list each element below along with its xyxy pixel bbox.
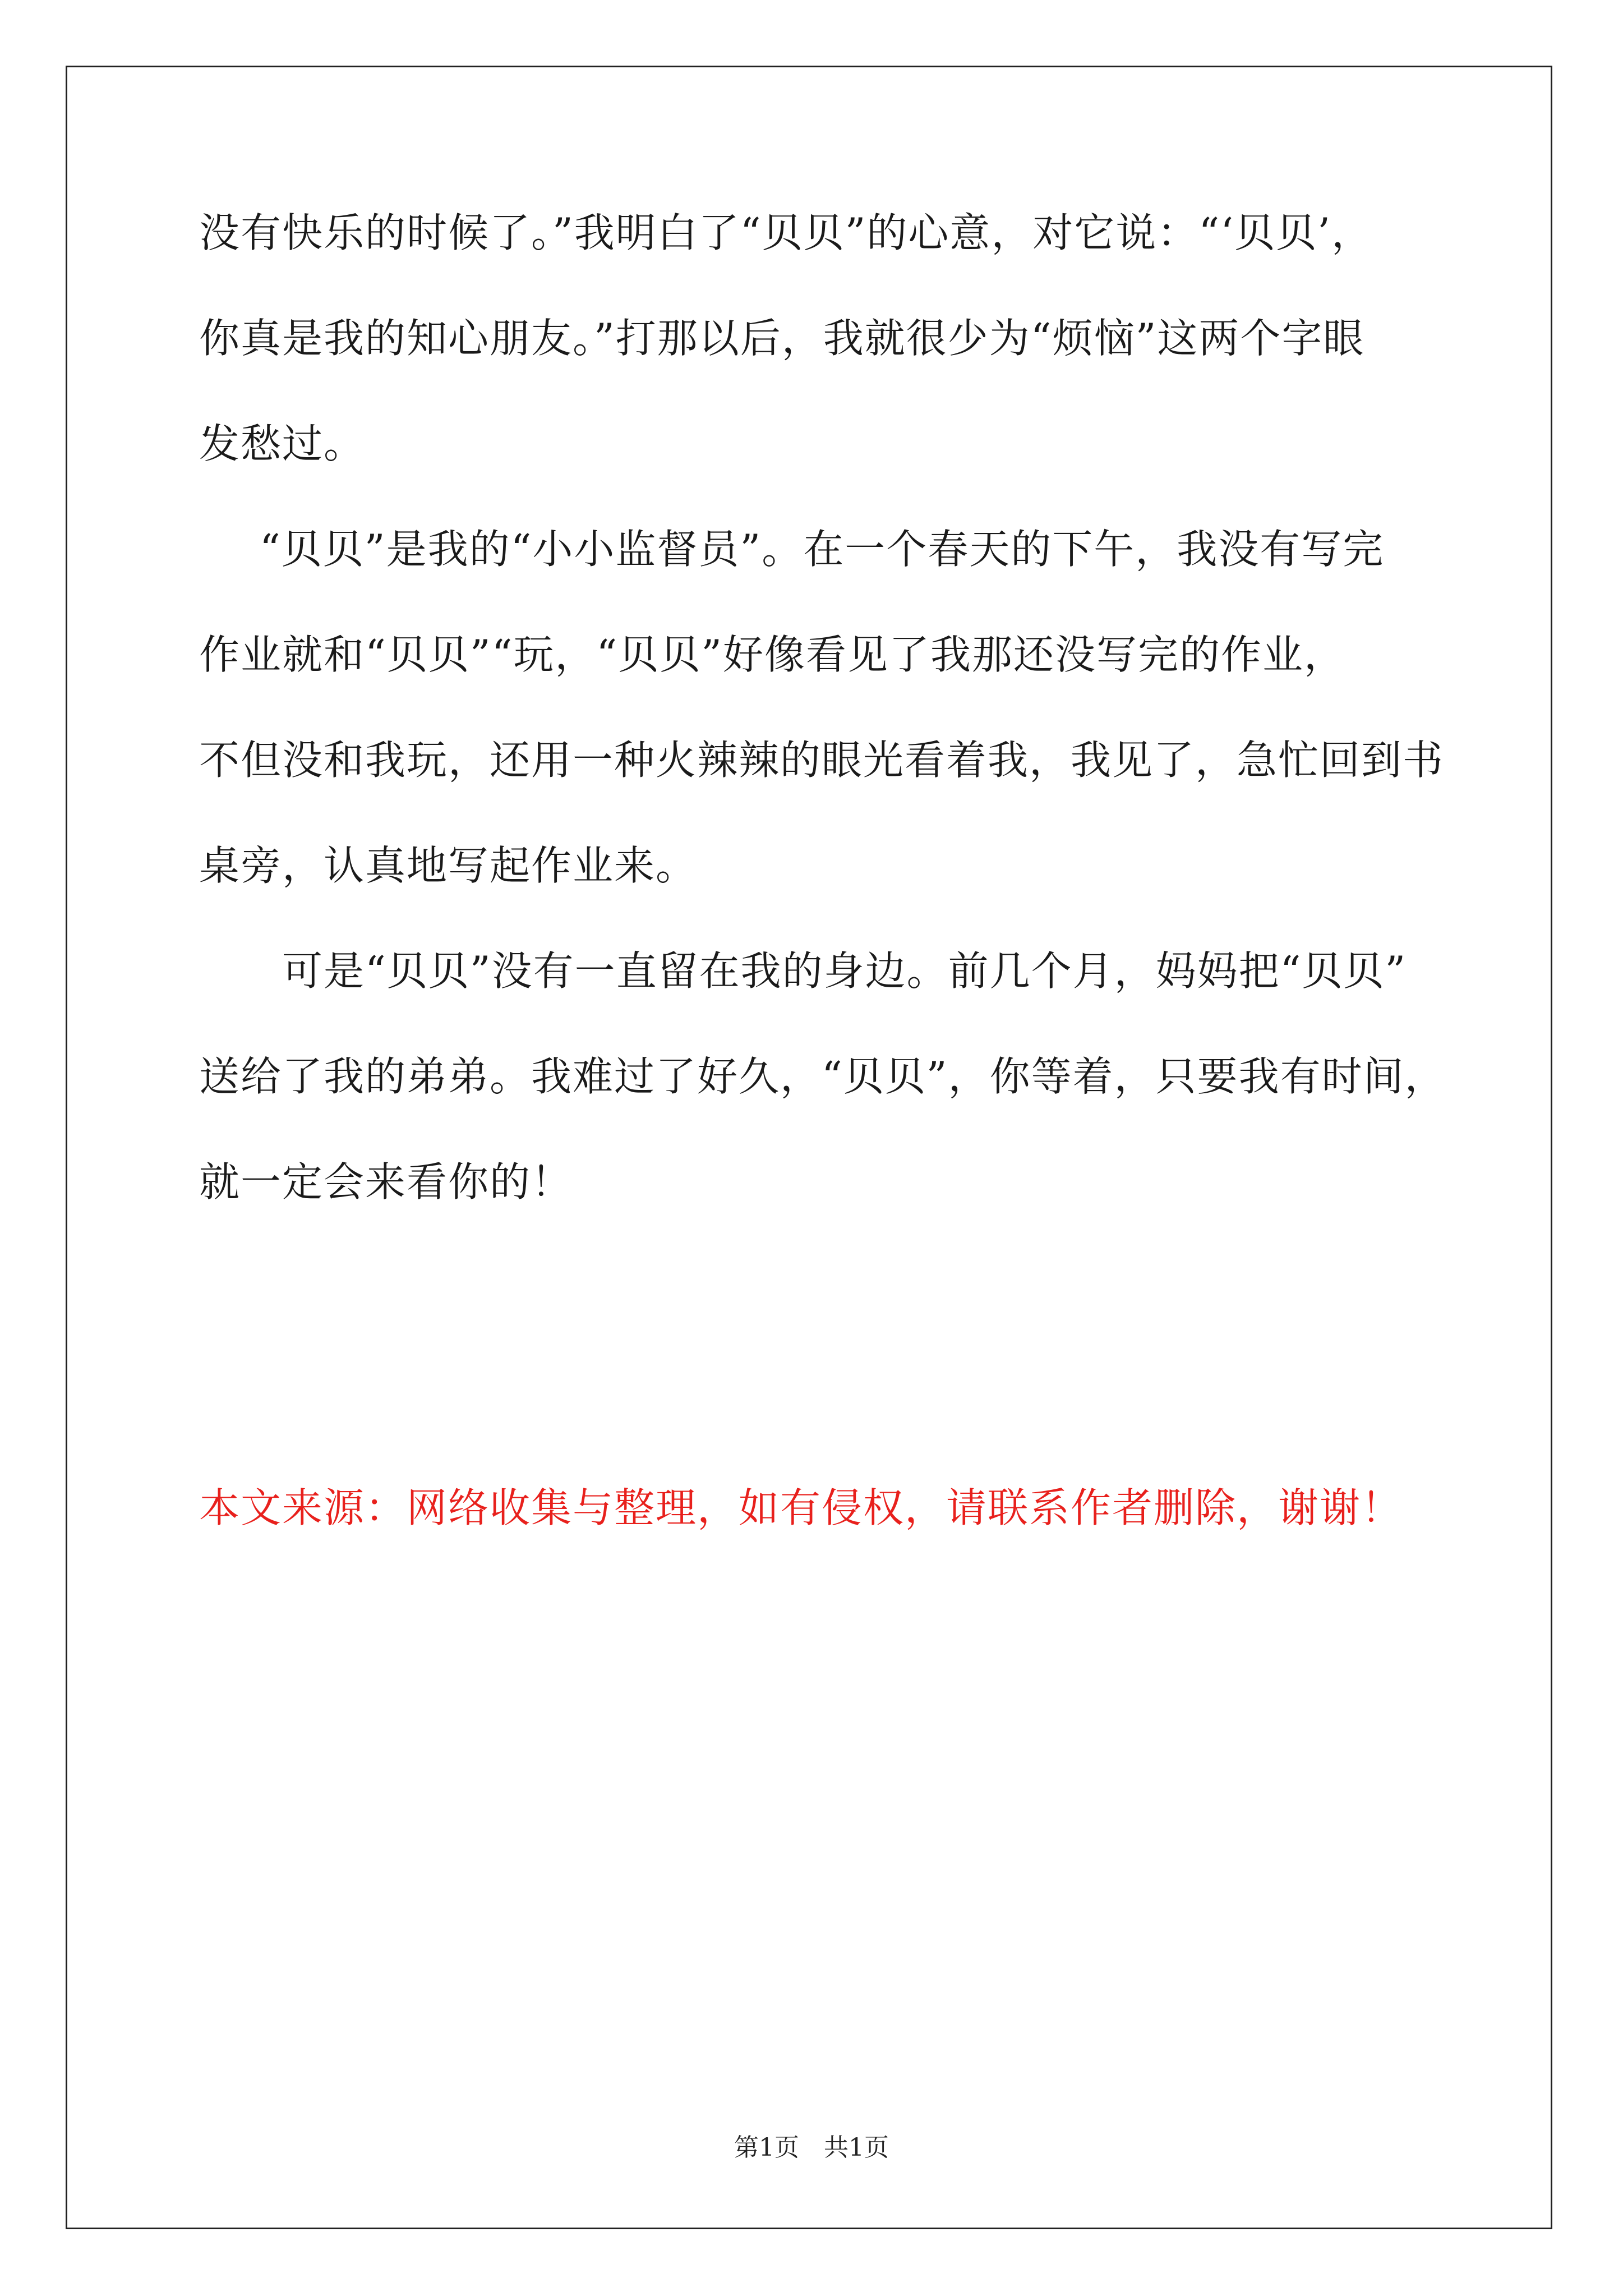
text-line: 你真是我的知心朋友。”打那以后，我就很少为“烦恼”这两个字眼 <box>199 315 1365 362</box>
text-line: 不但没和我玩，还用一种火辣辣的眼光看着我，我见了，急忙回到书 <box>199 737 1445 784</box>
text-line: 就一定会来看你的！ <box>199 1158 573 1205</box>
page-number-footer: 第1页 共1页 <box>734 2133 889 2162</box>
page-border <box>66 66 1552 2229</box>
paragraph-start-line: “贝贝”是我的“小小监督员”。在一个春天的下午，我没有写完 <box>260 526 1385 573</box>
text-line: 送给了我的弟弟。我难过了好久，“贝贝”，你等着，只要我有时间， <box>199 1053 1446 1100</box>
text-line: 作业就和“贝贝”“玩，“贝贝”好像看见了我那还没写完的作业， <box>199 631 1346 678</box>
text-line: 没有快乐的时候了。”我明白了“贝贝”的心意，对它说：“‘贝贝’， <box>199 209 1373 256</box>
paragraph-start-line: 可是“贝贝”没有一直留在我的身边。前几个月，妈妈把“贝贝” <box>282 947 1407 995</box>
source-note: 本文来源：网络收集与整理，如有侵权，请联系作者删除，谢谢！ <box>199 1484 1403 1531</box>
text-line: 发愁过。 <box>199 420 366 467</box>
text-line: 桌旁，认真地写起作业来。 <box>199 842 698 889</box>
